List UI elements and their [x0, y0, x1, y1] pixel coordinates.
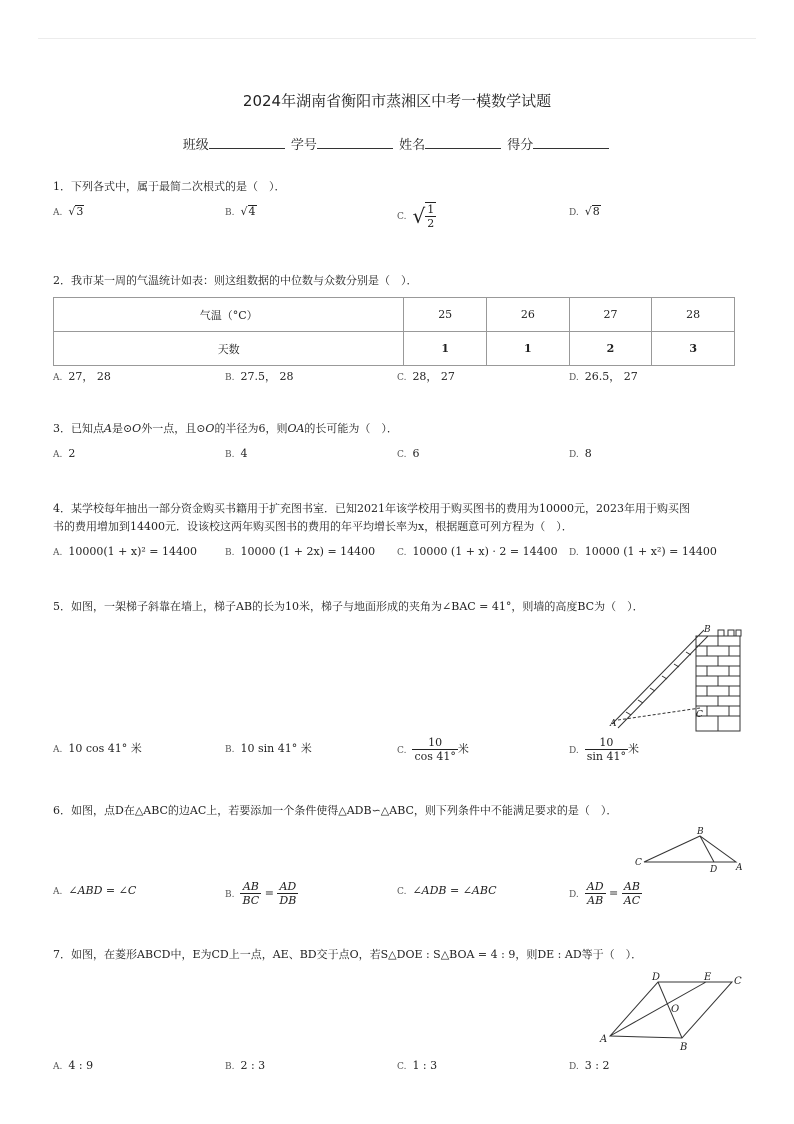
- q3-option-a[interactable]: A. 2: [53, 447, 76, 460]
- rhombus-figure: [596, 968, 744, 1052]
- q2-option-b[interactable]: B. 27.5， 28: [225, 370, 294, 383]
- svg-text:B: B: [697, 827, 704, 837]
- svg-text:E: E: [704, 972, 712, 983]
- temperature-table: [53, 297, 735, 366]
- q7-option-c[interactable]: C. 1 : 3: [397, 1059, 438, 1072]
- label-b: B: [704, 625, 711, 635]
- table-cell: 27: [569, 298, 652, 332]
- q6-option-b[interactable]: B. $\frac{AB}{BC}$ = $\frac{AD}{DB}$: [225, 880, 297, 907]
- q4-stem: 4．某学校每年抽出一部分资金购买书籍用于扩充图书室．已知2021年该学校用于购买图书的费用为10000元，2023年用于购买图 书的费用增加到14400元．设该校这两年购买图书的费用的年平均增长率为x，根据题意可列方程为（ ）．: [53, 502, 690, 533]
- q7-option-b[interactable]: B. 2 : 3: [225, 1059, 266, 1072]
- student-info-line: [0, 134, 794, 153]
- table-cell: 26: [487, 298, 570, 332]
- label-a: A: [610, 719, 617, 729]
- table-row: [54, 332, 735, 366]
- q2-option-a[interactable]: A. 27， 28: [53, 370, 111, 383]
- q2-option-d[interactable]: D. 26.5， 27: [569, 370, 638, 383]
- triangle-abc-figure: [632, 824, 744, 874]
- score-label: 得分: [507, 138, 534, 153]
- q4-option-c[interactable]: C. 10000 (1 + x) · 2 = 14400: [397, 545, 558, 558]
- q6-option-c[interactable]: C. ∠ADB = ∠ABC: [397, 884, 497, 897]
- q4-option-b[interactable]: B. 10000 (1 + 2x) = 14400: [225, 545, 376, 558]
- page-title: 2024年湖南省衡阳市蒸湘区中考一模数学试题: [242, 92, 552, 110]
- table-cell-head: 天数: [54, 332, 404, 366]
- q7-option-a[interactable]: A. 4 : 9: [53, 1059, 94, 1072]
- q5-option-c[interactable]: C. $\frac{10}{\cos 41^\circ}$ 米: [397, 736, 469, 763]
- svg-text:C: C: [635, 858, 642, 868]
- q7-stem: 7．如图，在菱形ABCD中，E为CD上一点，AE、BD交于点O，若S△DOE : S△BOA = 4 : 9，则DE : AD等于（ ）．: [53, 948, 643, 961]
- q5-option-a[interactable]: A. 10 cos 41° 米: [53, 742, 142, 755]
- table-cell: 25: [404, 298, 487, 332]
- ladder-wall-figure: [608, 624, 744, 734]
- q5-stem: 5．如图，一架梯子斜靠在墙上，梯子AB的长为10米，梯子与地面形成的夹角为∠BAC = 41°，则墙的高度BC为（ ）．: [53, 600, 644, 613]
- table-cell: 28: [652, 298, 735, 332]
- table-cell: 2: [569, 332, 652, 366]
- q6-stem: 6．如图，点D在△ABC的边AC上，若要添加一个条件使得△ADB∽△ABC，则下列条件中不能满足要求的是（ ）．: [53, 804, 618, 817]
- q1-stem: 1．下列各式中，属于最简二次根式的是（ ）．: [53, 180, 286, 193]
- q6-option-a[interactable]: A. ∠ABD = ∠C: [53, 884, 137, 897]
- table-cell-head: 气温（°C）: [54, 298, 404, 332]
- table-cell: 1: [487, 332, 570, 366]
- q2-stem: 2．我市某一周的气温统计如表：则这组数据的中位数与众数分别是（ ）．: [53, 274, 418, 287]
- table-cell: 1: [404, 332, 487, 366]
- q1-option-a[interactable]: A. √3: [53, 205, 84, 218]
- id-blank[interactable]: [317, 136, 393, 149]
- class-blank[interactable]: [209, 136, 285, 149]
- q3-option-b[interactable]: B. 4: [225, 447, 248, 460]
- table-row: [54, 298, 735, 332]
- q3-option-c[interactable]: C. 6: [397, 447, 420, 460]
- q6-option-d[interactable]: D. $\frac{AD}{AB}$ = $\frac{AB}{AC}$: [569, 880, 641, 907]
- id-label: 学号: [290, 138, 317, 153]
- q2-option-c[interactable]: C. 28， 27: [397, 370, 455, 383]
- label-c: C: [696, 710, 703, 720]
- q3-stem: 3．已知点A是⊙O外一点，且⊙O的半径为6，则OA的长可能为（ ）．: [53, 422, 398, 435]
- q7-option-d[interactable]: D. 3 : 2: [569, 1059, 610, 1072]
- svg-text:O: O: [671, 1004, 680, 1015]
- q4-option-d[interactable]: D. 10000 (1 + x²) = 14400: [569, 545, 717, 558]
- q4-option-a[interactable]: A. 10000(1 + x)² = 14400: [53, 545, 197, 558]
- svg-text:A: A: [736, 863, 743, 873]
- q1-option-c[interactable]: C. √ $\frac{1}{2}$: [397, 203, 435, 230]
- q5-option-d[interactable]: D. $\frac{10}{\sin 41^\circ}$ 米: [569, 736, 640, 763]
- score-blank[interactable]: [533, 136, 609, 149]
- q5-option-b[interactable]: B. 10 sin 41° 米: [225, 742, 312, 755]
- class-label: 班级: [182, 138, 209, 153]
- name-blank[interactable]: [425, 136, 501, 149]
- svg-text:D: D: [652, 972, 661, 983]
- table-cell: 3: [652, 332, 735, 366]
- q1-option-d[interactable]: D. √8: [569, 205, 600, 218]
- svg-text:D: D: [710, 865, 718, 874]
- svg-text:A: A: [600, 1034, 608, 1045]
- q3-option-d[interactable]: D. 8: [569, 447, 592, 460]
- svg-text:B: B: [680, 1042, 688, 1052]
- top-divider: [38, 38, 756, 39]
- svg-text:C: C: [734, 976, 742, 987]
- name-label: 姓名: [399, 138, 426, 153]
- q1-option-b[interactable]: B. √4: [225, 205, 256, 218]
